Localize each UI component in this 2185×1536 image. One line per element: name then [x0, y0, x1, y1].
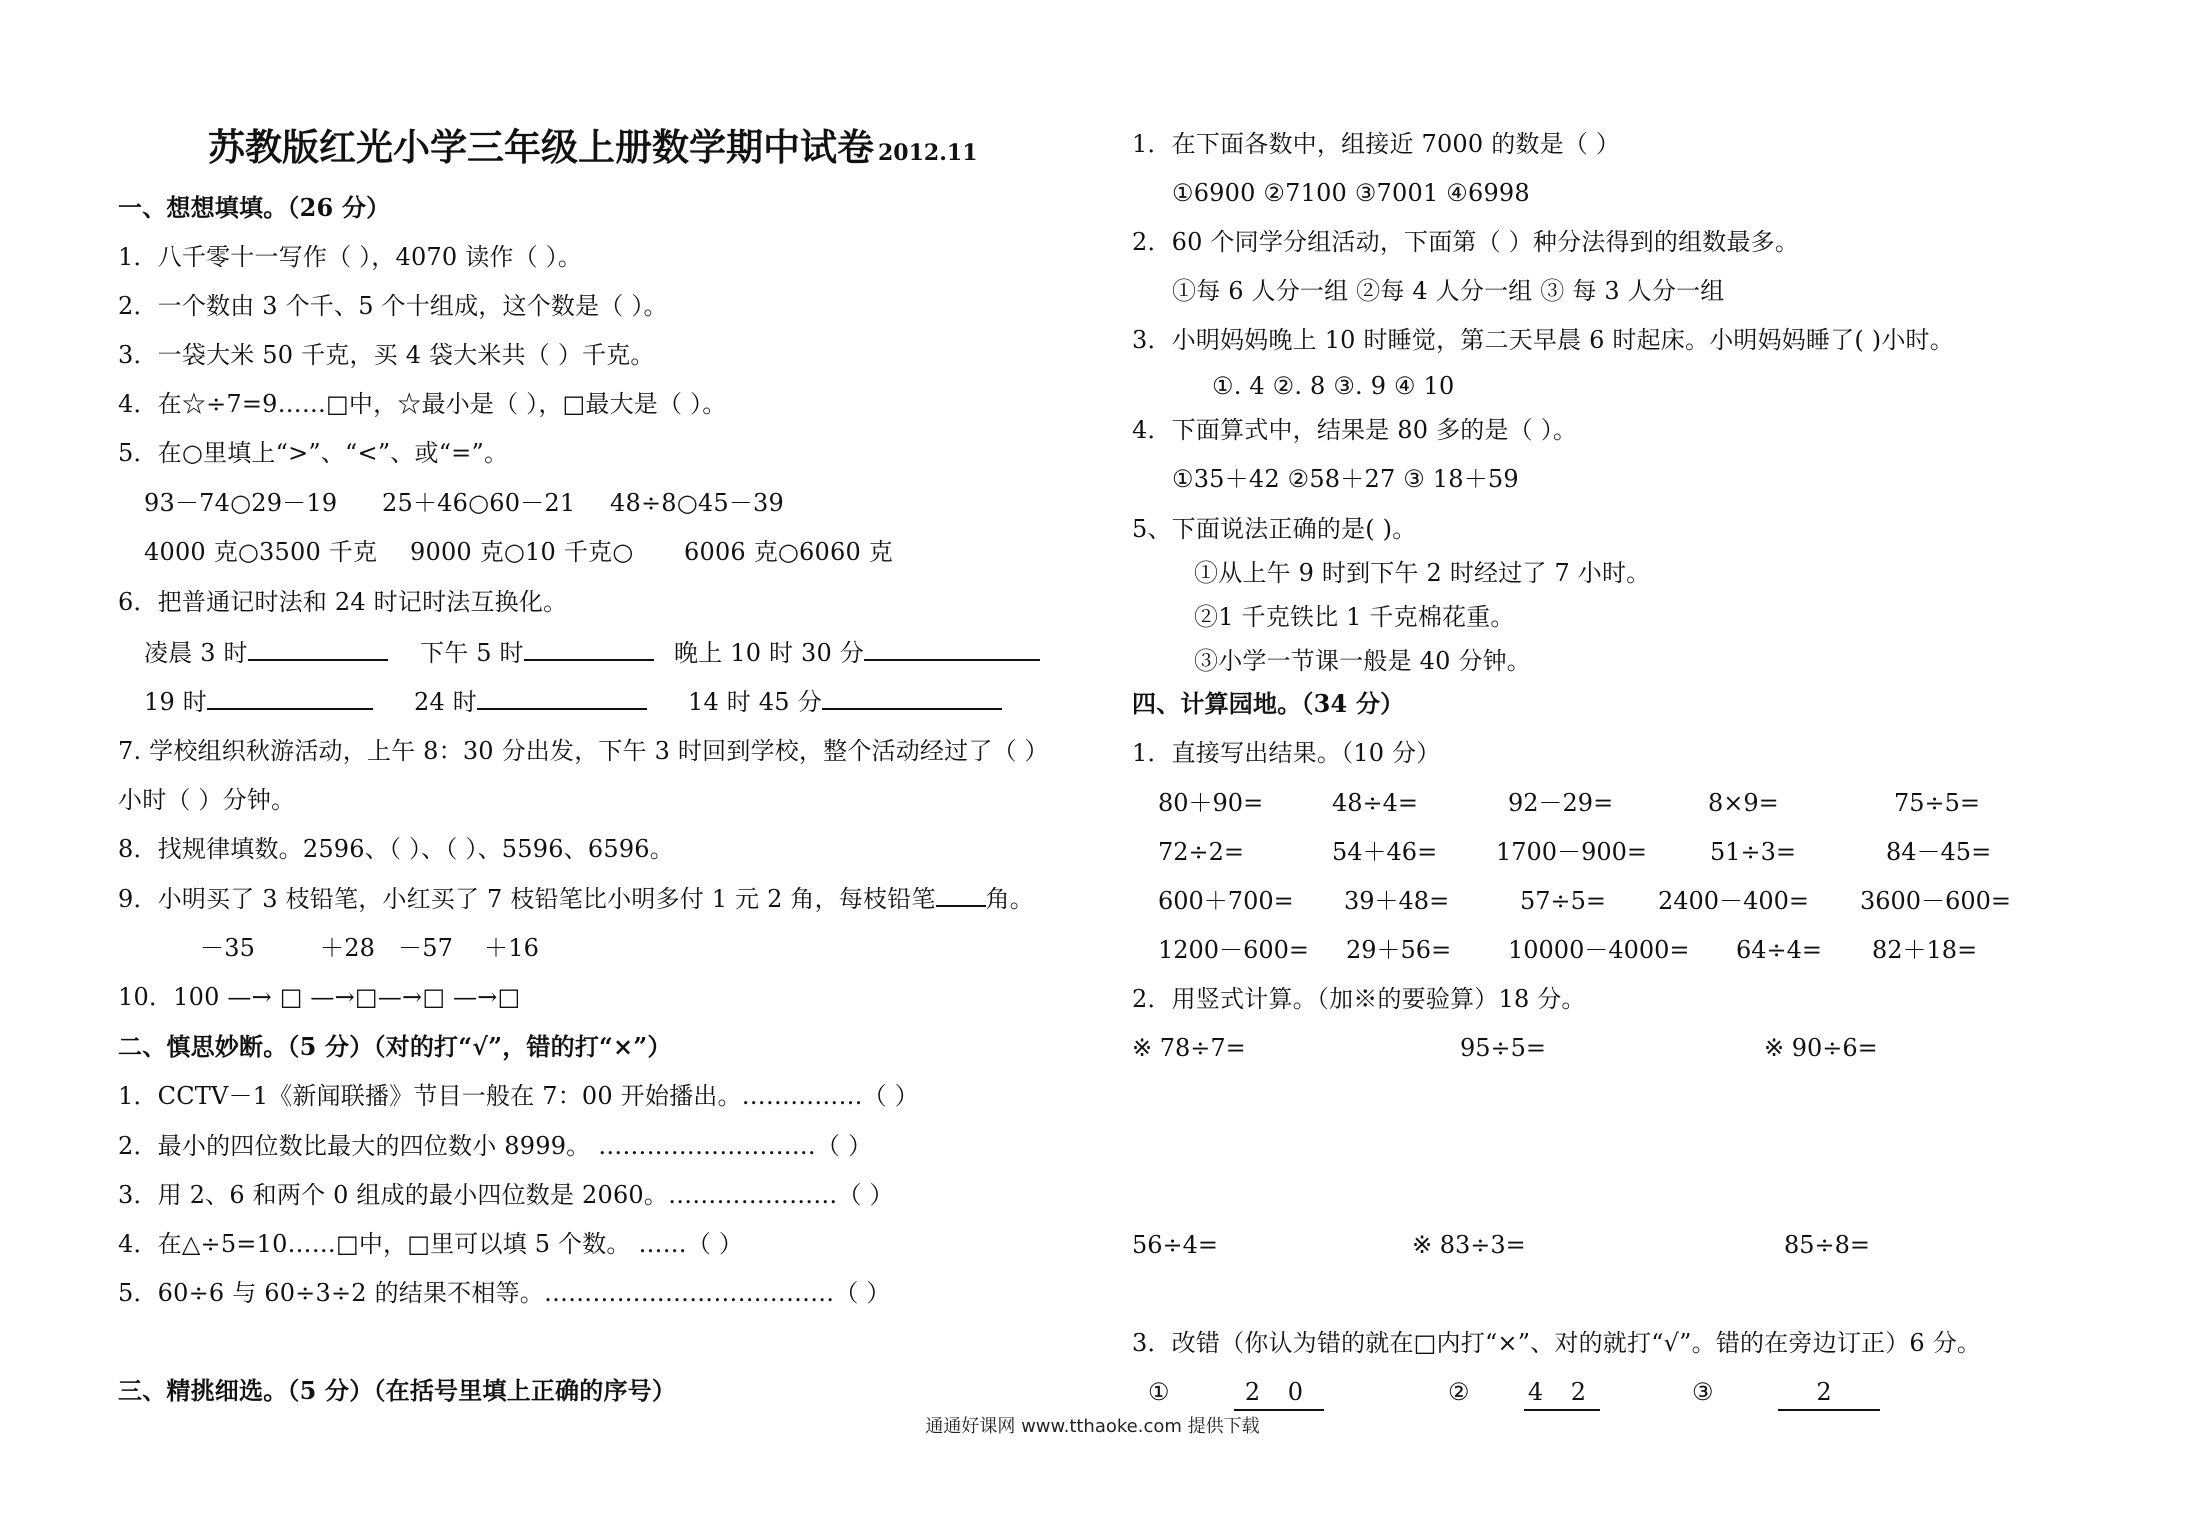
- section-2-heading: 二、慎思妙断。（5 分）（对的打“√”，错的打“×”）: [118, 1032, 672, 1061]
- judge-item: 3．用 2、6 和两个 0 组成的最小四位数是 2060。…………………（ ）: [118, 1181, 894, 1209]
- oral-calc-item: 82＋18=: [1872, 936, 1978, 964]
- oral-calc-row: [1132, 786, 2142, 820]
- time-label: 24 时: [414, 688, 477, 716]
- vertical-calc-item: ※ 83÷3=: [1412, 1231, 1526, 1259]
- answer-blank[interactable]: [822, 684, 1002, 710]
- oral-calc-item: 1700－900=: [1496, 838, 1647, 866]
- vertical-calc-row: [1132, 1228, 2142, 1262]
- right-column: [1132, 0, 2142, 1536]
- fill-question-7-continued: 小时（ ）分钟。: [118, 786, 296, 814]
- fill-question-2: 2．一个数由 3 个千、5 个十组成，这个数是（ ）。: [118, 292, 668, 320]
- oral-calc-item: 48÷4=: [1332, 789, 1419, 817]
- operation-label: －57: [398, 934, 454, 962]
- exam-date: 2012.11: [878, 140, 978, 166]
- compare-item: 93－74○29－19: [144, 489, 338, 517]
- choice-statement: ③小学一节课一般是 40 分钟。: [1194, 647, 1531, 675]
- oral-calc-item: 72÷2=: [1158, 838, 1245, 866]
- vertical-calc-item: ※ 78÷7=: [1132, 1034, 1246, 1062]
- judge-item: 4．在△÷5=10……□中，□里可以填 5 个数。 ……（ ）: [118, 1230, 744, 1258]
- vertical-calc-item: 95÷5=: [1460, 1034, 1547, 1062]
- fill-question-9: [118, 881, 1034, 916]
- operation-label: －35: [200, 934, 256, 962]
- time-convert-item: [674, 635, 1040, 670]
- oral-calc-item: 57÷5=: [1520, 887, 1607, 915]
- correction-label: ③: [1692, 1378, 1714, 1406]
- oral-calc-item: 51÷3=: [1710, 838, 1797, 866]
- oral-calc-item: 600＋700=: [1158, 887, 1294, 915]
- oral-calc-item: 84－45=: [1886, 838, 1992, 866]
- fill-question-3: 3．一袋大米 50 千克，买 4 袋大米共（ ）千克。: [118, 341, 655, 369]
- oral-calc-item: 3600－600=: [1860, 887, 2011, 915]
- oral-calc-item: 10000－4000=: [1508, 936, 1690, 964]
- oral-calc-item: 2400－400=: [1658, 887, 1809, 915]
- answer-blank[interactable]: [864, 635, 1040, 661]
- time-convert-item: [144, 635, 388, 670]
- oral-calc-item: 1200－600=: [1158, 936, 1309, 964]
- fill-question-4: 4．在☆÷7=9……□中，☆最小是（ ），□最大是（ ）。: [118, 390, 727, 418]
- answer-blank[interactable]: [248, 635, 388, 661]
- choice-options-3: ①. 4 ②. 8 ③. 9 ④ 10: [1212, 372, 1455, 400]
- oral-calc-row: [1132, 884, 2142, 918]
- answer-blank[interactable]: [936, 881, 986, 907]
- calc-part-3-heading: 3．改错（你认为错的就在□内打“×”、对的就打“√”。错的在旁边订正）6 分。: [1132, 1329, 1982, 1357]
- choice-question-3: 3．小明妈妈晚上 10 时睡觉，第二天早晨 6 时起床。小明妈妈睡了( )小时。: [1132, 326, 1954, 354]
- operation-label: ＋16: [484, 934, 540, 962]
- correction-label: ①: [1148, 1378, 1170, 1406]
- fill-question-8: 8．找规律填数。2596、（ ）、（ ）、5596、6596。: [118, 835, 674, 863]
- calc-part-2-heading: 2．用竖式计算。（加※的要验算）18 分。: [1132, 985, 1586, 1013]
- oral-calc-item: 64÷4=: [1736, 936, 1823, 964]
- vertical-calc-item: 85÷8=: [1784, 1231, 1871, 1259]
- judge-item: 1．CCTV－1《新闻联播》节目一般在 7：00 开始播出。……………（ ）: [118, 1082, 919, 1110]
- choice-question-5: 5、下面说法正确的是( )。: [1132, 515, 1417, 543]
- fill-question-5: 5．在○里填上“>”、“<”、或“=”。: [118, 439, 509, 467]
- compare-item: 4000 克○3500 千克: [144, 538, 378, 566]
- judge-item: 5．60÷6 与 60÷3÷2 的结果不相等。………………………………（ ）: [118, 1279, 891, 1307]
- exam-title: [208, 124, 978, 176]
- oral-calc-item: 75÷5=: [1894, 789, 1981, 817]
- oral-calc-item: 80＋90=: [1158, 789, 1264, 817]
- time-label: 凌晨 3 时: [144, 639, 248, 667]
- answer-blank[interactable]: [207, 684, 373, 710]
- choice-options-1: ①6900 ②7100 ③7001 ④6998: [1172, 179, 1530, 207]
- answer-blank[interactable]: [524, 635, 654, 661]
- fill-question-7: 7. 学校组织秋游活动，上午 8：30 分出发，下午 3 时回到学校，整个活动经过了（ ）: [118, 737, 1049, 765]
- choice-options-4: ①35＋42 ②58＋27 ③ 18＋59: [1172, 465, 1519, 493]
- time-label: 19 时: [144, 688, 207, 716]
- oral-calc-item: 8×9=: [1708, 789, 1779, 817]
- compare-item: 25＋46○60－21: [382, 489, 576, 517]
- choice-question-2: 2．60 个同学分组活动，下面第（ ）种分法得到的组数最多。: [1132, 228, 1800, 256]
- time-label: 14 时 45 分: [688, 688, 822, 716]
- fill-question-6: 6．把普通记时法和 24 时记时法互换化。: [118, 588, 568, 616]
- choice-question-4: 4．下面算式中，结果是 80 多的是（ ）。: [1132, 416, 1578, 444]
- download-footer: 通通好课网 www.tthaoke.com 提供下载: [925, 1416, 1260, 1437]
- vertical-calc-item: ※ 90÷6=: [1764, 1034, 1878, 1062]
- left-column: [118, 0, 1098, 1536]
- correction-row: [1132, 1375, 2142, 1409]
- operation-label: ＋28: [320, 934, 376, 962]
- compare-item: 6006 克○6060 克: [684, 538, 893, 566]
- choice-statement: ②1 千克铁比 1 千克棉花重。: [1194, 603, 1515, 631]
- choice-statement: ①从上午 9 时到下午 2 时经过了 7 小时。: [1194, 559, 1651, 587]
- oral-calc-row: [1132, 933, 2142, 967]
- oral-calc-item: 92－29=: [1508, 789, 1614, 817]
- section-4-heading: 四、计算园地。（34 分）: [1132, 689, 1405, 718]
- question-9-unit: 角。: [985, 885, 1034, 913]
- time-convert-item: [414, 684, 647, 719]
- correction-value: 2 0: [1234, 1375, 1324, 1411]
- compare-item: 48÷8○45－39: [610, 489, 784, 517]
- choice-options-2: ①每 6 人分一组 ②每 4 人分一组 ③ 每 3 人分一组: [1172, 277, 1725, 305]
- choice-question-1: 1．在下面各数中，组接近 7000 的数是（ ）: [1132, 130, 1621, 158]
- oral-calc-item: 39＋48=: [1344, 887, 1450, 915]
- oral-calc-item: 29＋56=: [1346, 936, 1452, 964]
- section-1-heading: 一、想想填填。（26 分）: [118, 193, 391, 222]
- section-3-heading: 三、精挑细选。（5 分）（在括号里填上正确的序号）: [118, 1376, 677, 1405]
- question-9-text: 9．小明买了 3 枝铅笔，小红买了 7 枝铅笔比小明多付 1 元 2 角，每枝铅笔: [118, 885, 936, 913]
- correction-label: ②: [1448, 1378, 1470, 1406]
- vertical-calc-item: 56÷4=: [1132, 1231, 1219, 1259]
- answer-blank[interactable]: [477, 684, 647, 710]
- correction-value: 2: [1778, 1375, 1880, 1411]
- fill-question-10: 10．100 —→ □ —→□—→□ —→□: [118, 983, 521, 1011]
- time-label: 下午 5 时: [420, 639, 524, 667]
- calc-part-1-heading: 1．直接写出结果。（10 分）: [1132, 739, 1441, 767]
- vertical-calc-row: [1132, 1031, 2142, 1065]
- compare-item: 9000 克○10 千克○: [410, 538, 634, 566]
- oral-calc-row: [1132, 835, 2142, 869]
- judge-item: 2．最小的四位数比最大的四位数小 8999。 ………………………（ ）: [118, 1132, 873, 1160]
- exam-title-main: 苏教版红光小学三年级上册数学期中试卷: [208, 125, 874, 169]
- correction-value: 4 2: [1524, 1375, 1600, 1411]
- time-convert-item: [420, 635, 654, 670]
- time-convert-item: [688, 684, 1002, 719]
- fill-question-1: 1．八千零十一写作（ ），4070 读作（ ）。: [118, 243, 583, 271]
- time-convert-item: [144, 684, 373, 719]
- oral-calc-item: 54＋46=: [1332, 838, 1438, 866]
- time-label: 晚上 10 时 30 分: [674, 639, 864, 667]
